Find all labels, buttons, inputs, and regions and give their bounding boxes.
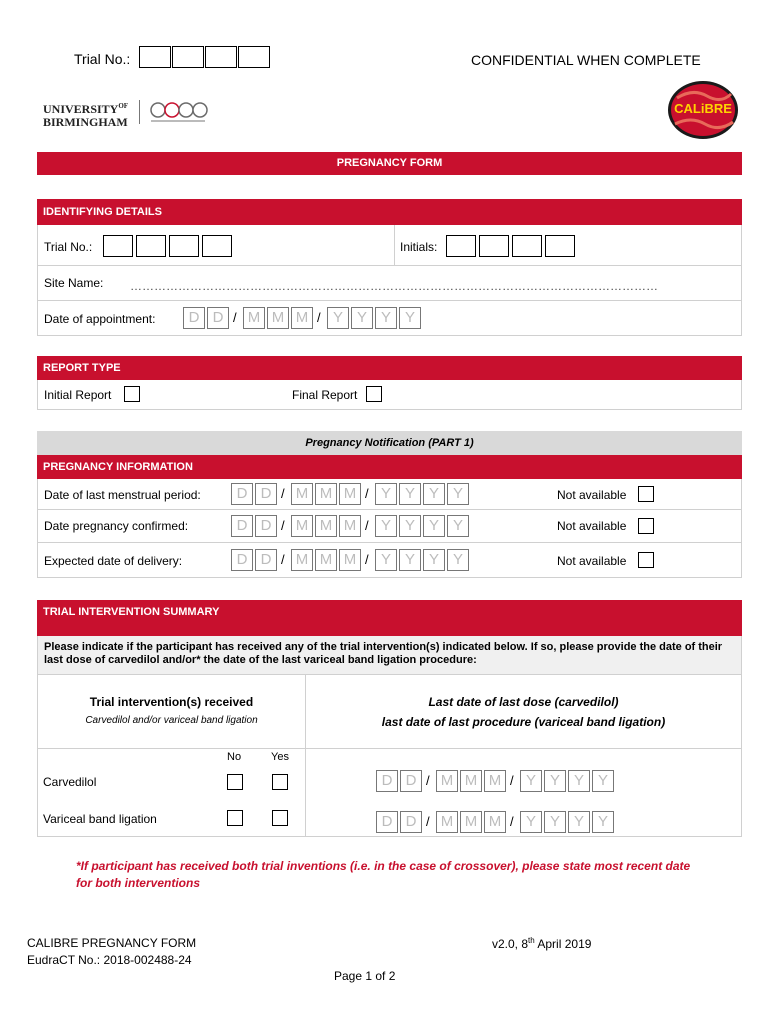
trial-no-box[interactable] [202,235,232,257]
calibre-logo [667,80,739,140]
col1-subtitle: Carvedilol and/or variceal band ligation [85,715,258,726]
notification-bar [37,431,742,455]
footer-eudract: EudraCT No.: 2018-002488-24 [27,953,192,967]
university-line1: UNIVERSITY [43,102,119,116]
intervention-instruction-box [37,636,742,674]
date-digit-box[interactable]: D [376,811,398,833]
intervention-title: TRIAL INTERVENTION SUMMARY [43,606,220,618]
date-digit-box[interactable]: M [484,811,506,833]
footer-version-prefix: v2.0, 8 [492,937,529,951]
date-digit-box[interactable]: M [267,307,289,329]
date-digit-box[interactable]: D [207,307,229,329]
date-digit-box[interactable]: M [436,811,458,833]
final-report-checkbox[interactable] [366,386,382,402]
initial-report-label: Initial Report [44,388,112,402]
footer-version-sup: th [528,936,535,945]
date-digit-box[interactable]: Y [447,483,469,505]
intervention-hdivider [38,748,741,749]
date-digit-box[interactable]: Y [327,307,349,329]
header-trial-box[interactable] [238,46,270,68]
date-digit-box[interactable]: Y [423,483,445,505]
carvedilol-no-checkbox[interactable] [227,774,243,790]
date-digit-box[interactable]: Y [399,549,421,571]
date-digit-box[interactable]: M [460,770,482,792]
vbl-no-checkbox[interactable] [227,810,243,826]
confirmed-na-checkbox[interactable] [638,518,654,534]
initials-box[interactable] [446,235,476,257]
carvedilol-label: Carvedilol [43,775,97,789]
date-digit-box[interactable]: M [315,483,337,505]
date-separator: / [365,518,369,533]
date-separator: / [281,518,285,533]
date-digit-box[interactable]: M [291,549,313,571]
site-name-field[interactable]: …………………………………………………………………………………………………………………… [130,279,658,293]
report-type-title: REPORT TYPE [43,362,121,374]
initials-boxes [446,235,575,262]
report-type-row [37,380,742,410]
pregnancy-info-header [37,455,742,479]
date-digit-box[interactable]: M [291,515,313,537]
date-digit-box[interactable]: D [376,770,398,792]
report-type-header [37,356,742,380]
date-digit-box[interactable]: D [183,307,205,329]
form-title-bar [37,152,742,175]
date-digit-box[interactable]: D [231,483,253,505]
date-digit-box[interactable]: Y [423,515,445,537]
date-digit-box[interactable]: Y [423,549,445,571]
initials-box[interactable] [545,235,575,257]
date-digit-box[interactable]: M [484,770,506,792]
logo-divider [139,100,140,124]
lmp-na-label: Not available [557,488,627,502]
trial-no-label: Trial No.: [44,240,93,254]
date-digit-box[interactable]: Y [447,549,469,571]
date-digit-box[interactable]: Y [375,549,397,571]
delivery-label: Expected date of delivery: [44,554,183,568]
date-digit-box[interactable]: Y [375,483,397,505]
lmp-label: Date of last menstrual period: [44,488,201,502]
date-digit-box[interactable]: Y [399,307,421,329]
appointment-date-label: Date of appointment: [44,312,156,326]
notification-title: Pregnancy Notification (PART 1) [305,437,474,449]
identifying-details-title: IDENTIFYING DETAILS [43,206,162,218]
date-separator: / [510,814,514,829]
date-digit-box[interactable]: D [400,770,422,792]
date-digit-box[interactable]: D [255,549,277,571]
trial-no-box[interactable] [169,235,199,257]
header-trial-box[interactable] [205,46,237,68]
date-separator: / [317,310,321,325]
date-digit-box[interactable]: D [255,483,277,505]
bctu-logo [150,101,210,130]
yes-column-label: Yes [271,751,289,763]
header-trial-box[interactable] [139,46,171,68]
date-separator: / [426,814,430,829]
university-logo [43,100,128,129]
date-digit-box[interactable]: D [231,549,253,571]
form-title: PREGNANCY FORM [336,157,443,169]
date-digit-box[interactable]: M [315,515,337,537]
lmp-na-checkbox[interactable] [638,486,654,502]
confirmed-label: Date pregnancy confirmed: [44,519,189,533]
date-digit-box[interactable]: M [315,549,337,571]
date-separator: / [510,773,514,788]
date-digit-box[interactable]: Y [592,770,614,792]
date-digit-box[interactable]: D [255,515,277,537]
pregnancy-row [37,543,742,578]
identifying-row-date [37,301,742,336]
date-digit-box[interactable]: Y [520,811,542,833]
date-digit-box[interactable]: Y [520,770,542,792]
date-digit-box[interactable]: M [339,515,361,537]
date-digit-box[interactable]: Y [375,307,397,329]
date-separator: / [365,552,369,567]
col1-title: Trial intervention(s) received [89,695,254,709]
identifying-divider [394,225,395,266]
initials-box[interactable] [479,235,509,257]
date-digit-box[interactable]: Y [447,515,469,537]
footer-page: Page 1 of 2 [334,969,396,983]
date-digit-box[interactable]: Y [592,811,614,833]
header-trial-box[interactable] [172,46,204,68]
date-digit-box[interactable]: M [291,483,313,505]
date-separator: / [426,773,430,788]
header-trial-no-boxes [139,46,270,73]
site-name-label: Site Name: [44,276,104,290]
date-separator: / [281,486,285,501]
confidential-label: CONFIDENTIAL WHEN COMPLETE [471,52,701,68]
date-digit-box[interactable]: Y [375,515,397,537]
intervention-header [37,600,742,636]
identifying-details-header [37,199,742,225]
date-digit-box[interactable]: Y [544,770,566,792]
footer-version-suffix: April 2019 [534,937,592,951]
footnote: *If participant has received both trial inventions (i.e. in the case of crossover), please state most recent date for both interventions [76,859,691,890]
carvedilol-yes-checkbox[interactable] [272,774,288,790]
date-digit-box[interactable]: D [231,515,253,537]
date-digit-box[interactable]: M [243,307,265,329]
date-digit-box[interactable]: M [291,307,313,329]
date-digit-box[interactable]: Y [399,483,421,505]
university-of: OF [118,102,129,110]
pregnancy-info-title: PREGNANCY INFORMATION [43,461,193,473]
calibre-logo-text: CALiBRE [674,101,732,116]
intervention-table [37,674,742,837]
footer-form-name: CALIBRE PREGNANCY FORM [27,936,197,950]
final-report-label: Final Report [292,388,358,402]
footer-version [492,936,591,951]
vbl-yes-checkbox[interactable] [272,810,288,826]
trial-no-boxes [103,235,232,262]
header-trial-no-label: Trial No.: [74,51,131,67]
date-separator: / [233,310,237,325]
pregnancy-row [37,510,742,543]
date-separator: / [281,552,285,567]
confirmed-na-label: Not available [557,519,627,533]
date-digit-box[interactable]: Y [568,811,590,833]
date-digit-box[interactable]: Y [544,811,566,833]
trial-no-box[interactable] [136,235,166,257]
no-column-label: No [227,751,242,763]
initials-box[interactable] [512,235,542,257]
date-separator: / [365,486,369,501]
initials-label: Initials: [400,240,438,254]
date-digit-box[interactable]: Y [399,515,421,537]
date-digit-box[interactable]: Y [568,770,590,792]
pregnancy-row [37,479,742,510]
intervention-instruction: Please indicate if the participant has received any of the trial intervention(s) indicated below. If so, please provide the date of their last dose of carvedilol and/or* the date of the last variceal band ligation procedure: [44,641,723,666]
col2-line2: last date of last procedure (variceal band ligation) [381,715,666,729]
vbl-label: Variceal band ligation [43,812,157,826]
date-digit-box[interactable]: M [460,811,482,833]
date-digit-box[interactable]: D [400,811,422,833]
col2-line1: Last date of last dose (carvedilol) [428,695,619,709]
identifying-row-trial [37,225,742,266]
date-digit-box[interactable]: M [339,549,361,571]
trial-no-box[interactable] [103,235,133,257]
date-digit-box[interactable]: Y [351,307,373,329]
identifying-row-site [37,266,742,301]
delivery-na-label: Not available [557,554,627,568]
delivery-na-checkbox[interactable] [638,552,654,568]
date-digit-box[interactable]: M [339,483,361,505]
date-digit-box[interactable]: M [436,770,458,792]
university-line2: BIRMINGHAM [43,115,128,129]
initial-report-checkbox[interactable] [124,386,140,402]
